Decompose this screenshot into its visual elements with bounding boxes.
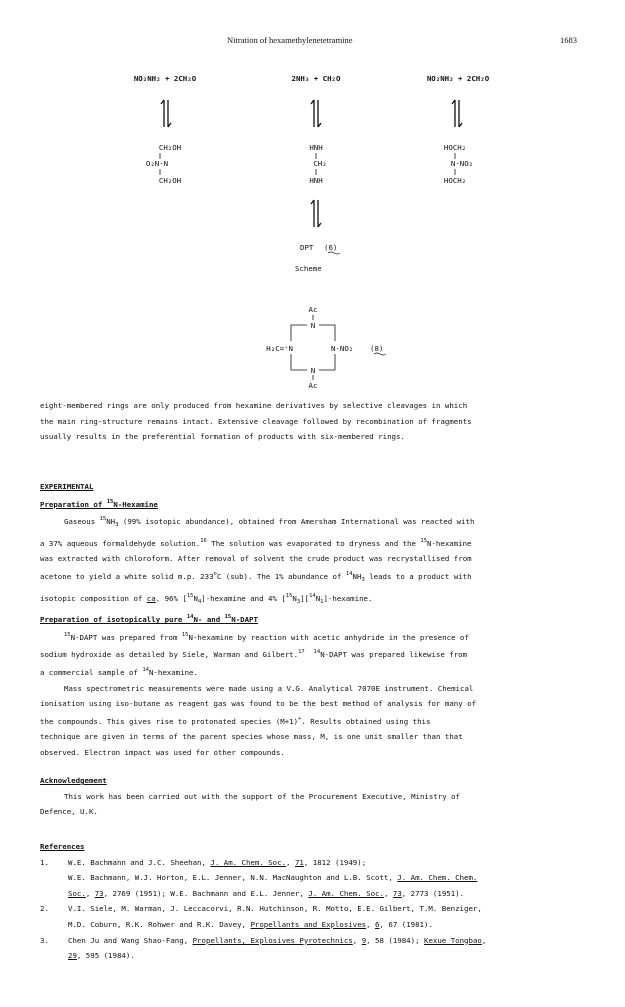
text-span: N-DAPT was prepared from <box>70 632 182 642</box>
experimental-heading: EXPERIMENTAL <box>40 482 94 491</box>
equilibrium-arrow-1 <box>161 100 171 127</box>
superscript: 14 <box>186 614 194 621</box>
text-line <box>68 933 600 949</box>
volume-number: 6 <box>375 919 380 929</box>
journal-name: Propellants and Explosives <box>250 919 367 929</box>
text-line <box>40 712 600 730</box>
text-line <box>68 886 600 902</box>
text-line: Defence, U.K. <box>40 807 98 817</box>
ring-n-bottom: N <box>310 366 316 375</box>
text-line: ionisation using iso-butane as reagent gas was found to be the best method of analysis for many of <box>40 699 477 709</box>
superscript: 17 <box>298 649 305 656</box>
reference-number: 2. <box>40 904 49 914</box>
volume-number: 73 <box>94 888 104 898</box>
subscript: 3 <box>361 576 365 583</box>
text-span: , <box>481 935 487 945</box>
text-line: usually results in the preferential formation of products with six-membered rings. <box>40 432 405 442</box>
text-span: N- and <box>193 615 225 625</box>
text-span: leads to a product with <box>364 571 472 581</box>
text-line <box>40 628 600 646</box>
text-span: , <box>352 935 362 945</box>
superscript: 16 <box>200 537 207 544</box>
text-span: , <box>366 919 376 929</box>
text-span: isotopic composition of <box>40 593 147 603</box>
superscript: + <box>298 715 302 722</box>
equilibrium-arrow-2 <box>311 100 321 127</box>
reference-body <box>68 933 600 964</box>
text-line <box>68 948 600 964</box>
text-line: the main ring-structure remains intact. Extensive cleavage followed by recombination of fragments <box>40 416 472 426</box>
text-span: , <box>383 888 393 898</box>
ring-n-top: N <box>310 321 316 330</box>
text-span: acetone to yield a white solid m.p. 233 <box>40 571 214 581</box>
intro-paragraph <box>40 398 600 445</box>
text-span: N-DAPT <box>231 615 258 625</box>
superscript: 14 <box>309 592 316 599</box>
superscript: 15 <box>99 516 107 523</box>
text-span: Chen Ju and Wang Shao-Fang, <box>68 935 193 945</box>
ring-ac-top: Ac <box>308 305 318 314</box>
scheme-col1-mid-1: CH₂OH <box>158 143 182 152</box>
reaction-scheme <box>0 60 625 395</box>
journal-name: Propellants, Explosives Pyrotechnics <box>192 935 353 945</box>
text-span: . Results obtained using this <box>301 716 431 726</box>
subscript: 3 <box>115 522 119 529</box>
ring-number: (8) <box>370 344 384 353</box>
running-head <box>0 35 625 49</box>
text-span: , 1812 (1949); <box>303 857 367 867</box>
reference-body <box>68 901 600 932</box>
text-span: , 58 (1984); <box>366 935 424 945</box>
experimental-section <box>40 479 600 761</box>
text-span: W.E. Bachmann and J.C. Sheehan, <box>68 857 211 867</box>
journal-name: J. Am. Chem. Chem. <box>397 873 478 883</box>
superscript: 15 <box>224 614 232 621</box>
ring-bonds <box>291 325 335 370</box>
reference-body <box>68 855 600 902</box>
dpt-label: DPT <box>300 243 314 252</box>
scheme-col2-mid-3: HNH <box>309 176 323 185</box>
text-span: N-DAPT was prepared likewise from <box>320 650 468 660</box>
superscript: 14 <box>142 666 149 673</box>
tilde-mark <box>374 353 386 355</box>
text-span: NH <box>106 517 116 527</box>
text-line <box>40 534 600 552</box>
scheme-col3-mid-2: N-NO₂ <box>450 159 474 168</box>
text-line: observed. Electron impact was used for other compounds. <box>40 747 285 757</box>
text-span: NH <box>352 571 362 581</box>
scheme-drawing <box>0 60 625 395</box>
scheme-col3-mid-1: HOCH₂ <box>443 143 467 152</box>
text-line <box>40 589 600 611</box>
text-line: This work has been carried out with the support of the Procurement Executive, Ministry of <box>64 791 461 801</box>
scheme-col1-top: NO₂NH₂ + 2CH₂O <box>133 74 197 83</box>
text-span: The solution was evaporated to dryness and the <box>206 538 421 548</box>
reference-number: 3. <box>40 935 49 945</box>
text-span: N <box>193 593 198 603</box>
journal-name: Soc. <box>68 888 86 898</box>
text-span: , 67 (1981). <box>379 919 433 929</box>
superscript: 15 <box>285 592 293 599</box>
superscript: 15 <box>106 498 114 505</box>
text-span: , 2769 (1951); W.E. Bachmann and E.L. Jenner, <box>103 888 309 898</box>
superscript: 14 <box>313 649 321 656</box>
text-span: N <box>315 593 321 603</box>
volume-number: 71 <box>294 857 304 867</box>
reference-item <box>40 855 600 902</box>
text-line <box>40 645 600 663</box>
reference-item <box>40 901 600 932</box>
text-span: N-Hexamine <box>113 499 158 509</box>
text-span: N <box>292 593 297 603</box>
volume-number: 29 <box>68 951 77 961</box>
text-line <box>40 663 600 681</box>
text-span: ca <box>146 593 156 603</box>
text-line: V.I. Siele, M. Warman, J. Leccacorvi, R.N. Hutchinson, R. Motto, E.E. Gilbert, T.M. Benziger, <box>68 904 482 914</box>
subscript: 4 <box>197 598 202 605</box>
journal-name: J. Am. Chem. Soc. <box>210 857 287 867</box>
scheme-col2-mid-1: HNH <box>309 143 323 152</box>
text-span: C (sub). The 1% abundance of <box>216 571 346 581</box>
superscript: 15 <box>420 537 428 544</box>
scheme-col2-top: 2NH₃ + CH₂O <box>291 74 341 83</box>
scheme-col3-top: NO₂NH₂ + 2CH₂O <box>426 74 490 83</box>
journal-name: J. Am. Chem. Soc. <box>308 888 384 898</box>
reference-item <box>40 933 600 964</box>
equilibrium-arrow-4 <box>311 200 321 227</box>
text-span: ]-hexamine. <box>323 593 373 603</box>
scheme-col2-mid-2: CH₂ <box>313 159 327 168</box>
volume-number: 73 <box>392 888 402 898</box>
text-span: N-hexamine by reaction with acetic anhydride in the presence of <box>188 632 469 642</box>
volume-number: 9 <box>361 935 367 945</box>
text-span: . 96% [ <box>155 593 187 603</box>
text-span: a commercial sample of <box>40 667 143 677</box>
prep2-heading <box>40 610 600 628</box>
text-line <box>68 870 600 886</box>
text-span: ][ <box>300 593 310 603</box>
text-line: eight-membered rings are only produced from hexamine derivatives by selective cleavages in which <box>40 401 468 410</box>
text-span: a 37% aqueous formaldehyde solution. <box>40 538 201 548</box>
text-span: M.D. Coburn, R.K. Rohwer and R.K. Davey, <box>68 919 251 929</box>
equilibrium-arrow-3 <box>452 100 462 127</box>
text-line: Mass spectrometric measurements were made using a V.G. Analytical 7070E instrument. Chemical <box>64 683 474 693</box>
acknowledgement-section <box>40 773 600 820</box>
text-line: was extracted with chloroform. After removal of solvent the crude product was recrystallised from <box>40 554 472 564</box>
text-span: (99% isotopic abundance), obtained from Amersham International was reacted with <box>118 517 475 527</box>
text-span: Preparation of isotopically pure <box>40 615 187 625</box>
scheme-col3-mid-3: HOCH₂ <box>443 176 467 185</box>
text-span: the compounds. This gives rise to protonated species (M+1) <box>40 716 299 726</box>
subscript: 1 <box>320 598 324 605</box>
ring-ac-bottom: Ac <box>308 381 318 390</box>
ring-left: H₂C=⁺N <box>266 344 293 353</box>
text-span: N-hexamine. <box>148 667 198 677</box>
superscript: o <box>213 570 217 577</box>
tilde-mark <box>328 252 340 254</box>
text-span: W.E. Bachmann, W.J. Horton, E.L. Jenner, N.N. MacNaughton and L.B. Scott, <box>68 873 398 883</box>
superscript: 15 <box>186 592 194 599</box>
running-head-title: Nitration of hexamethylenetetramine <box>227 35 353 45</box>
references-heading: References <box>40 842 85 851</box>
text-line <box>40 567 600 589</box>
journal-name: Kexue Tongbao <box>424 935 482 945</box>
subscript: 3 <box>296 598 301 605</box>
scheme-col1-mid-3: CH₂OH <box>158 176 182 185</box>
text-line <box>40 512 600 534</box>
text-span: sodium hydroxide as detailed by Siele, Warman and Gilbert. <box>40 650 299 660</box>
text-line <box>68 855 600 871</box>
superscript: 15 <box>64 631 71 638</box>
text-span: , 595 (1984). <box>76 951 135 961</box>
dpt-number: (6) <box>324 243 338 252</box>
prep1-heading <box>40 495 600 513</box>
text-line <box>68 917 600 933</box>
ring-right: N-NO₂ <box>331 344 354 353</box>
superscript: 14 <box>345 570 353 577</box>
text-line: technique are given in terms of the parent species whose mass, M, is one unit smaller than that <box>40 732 463 742</box>
page-number: 1683 <box>560 35 577 45</box>
acknowledgement-heading: Acknowledgement <box>40 776 107 785</box>
superscript: 15 <box>181 631 189 638</box>
text-span: N-hexamine <box>427 538 472 548</box>
scheme-col1-mid-2: O₂N-N <box>145 159 169 168</box>
text-span: , <box>85 888 95 898</box>
reference-number: 1. <box>40 857 49 867</box>
references-section <box>40 839 600 964</box>
text-span: Gaseous <box>64 517 100 527</box>
text-span: , <box>286 857 295 867</box>
scheme-caption: Scheme <box>295 264 322 273</box>
text-span: , 2773 (1951). <box>401 888 465 898</box>
text-span: Preparation of <box>40 499 107 509</box>
text-span: ]-hexamine and 4% [ <box>201 593 286 603</box>
